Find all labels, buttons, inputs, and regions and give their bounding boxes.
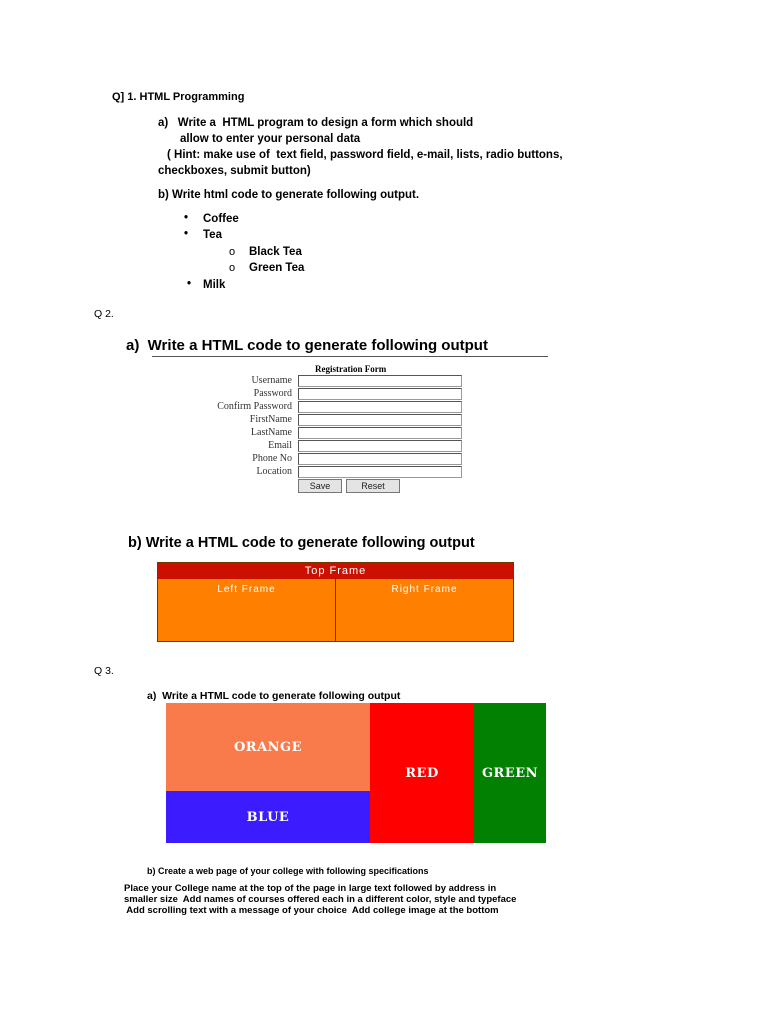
phone-label: Phone No (252, 453, 292, 464)
password-input[interactable] (298, 388, 462, 400)
q1-a-line2: allow to enter your personal data (180, 133, 361, 145)
email-input[interactable] (298, 440, 462, 452)
spec-line-1: Place your College name at the top of the page in large text followed by address in (124, 883, 497, 894)
lastname-label: LastName (250, 427, 292, 438)
list-item-milk: Milk (203, 279, 226, 291)
q2-b-heading: b) Write a HTML code to generate following output (128, 535, 475, 551)
location-input[interactable] (298, 466, 462, 478)
bullet: • (187, 278, 192, 290)
save-button[interactable]: Save (298, 479, 342, 493)
spec-line-3: Add scrolling text with a message of your choice Add college image at the bottom (124, 905, 499, 916)
form-buttons (150, 479, 470, 492)
sub-bullet: o (229, 262, 236, 274)
reset-button[interactable]: Reset (346, 479, 400, 493)
firstname-label: FirstName (249, 414, 292, 425)
form-row-confirm-password (150, 401, 470, 414)
username-label: Username (251, 375, 292, 386)
form-row-username (150, 375, 470, 388)
top-frame: Top Frame (158, 563, 513, 579)
list-item-coffee: Coffee (203, 213, 239, 225)
list-item-black-tea: Black Tea (249, 246, 302, 258)
spec-line-2: smaller size Add names of courses offered each in a different color, style and typeface (124, 894, 517, 905)
list-item-green-tea: Green Tea (249, 262, 305, 274)
q1-a-line3: ( Hint: make use of text field, password field, e-mail, lists, radio buttons, (167, 149, 563, 161)
q1-b-line: b) Write html code to generate following output. (158, 189, 420, 201)
password-label: Password (253, 388, 292, 399)
form-row-email (150, 440, 470, 453)
orange-block (166, 703, 370, 791)
red-label: RED (405, 765, 439, 781)
green-label: GREEN (481, 765, 539, 781)
email-label: Email (268, 440, 292, 451)
q1-a-line4: checkboxes, submit button) (158, 165, 311, 177)
phone-input[interactable] (298, 453, 462, 465)
blue-label: BLUE (246, 809, 290, 825)
location-label: Location (256, 466, 292, 477)
orange-label: ORANGE (233, 739, 303, 755)
left-frame: Left Frame (158, 579, 336, 641)
registration-form-title: Registration Form (315, 364, 387, 374)
sub-bullet: o (229, 246, 236, 258)
form-row-password (150, 388, 470, 401)
bullet: • (184, 228, 189, 240)
frameset-diagram (157, 562, 514, 642)
form-row-location (150, 466, 470, 479)
q3-a-heading: a) Write a HTML code to generate following output (147, 690, 401, 702)
q1-heading: Q] 1. HTML Programming (112, 91, 245, 103)
q2-a-heading: a) Write a HTML code to generate following output (126, 337, 488, 354)
red-block (370, 703, 474, 843)
form-row-lastname (150, 427, 470, 440)
confirm-password-input[interactable] (298, 401, 462, 413)
form-row-phone (150, 453, 470, 466)
q3-label: Q 3. (94, 665, 114, 677)
bullet: • (184, 212, 189, 224)
green-block (474, 703, 546, 843)
q3-b-heading: b) Create a web page of your college with following specifications (147, 866, 429, 876)
confirm-password-label: Confirm Password (217, 401, 292, 412)
form-row-firstname (150, 414, 470, 427)
q2-label: Q 2. (94, 308, 114, 320)
q1-a-line1: a) Write a HTML program to design a form which should (158, 117, 474, 129)
right-frame: Right Frame (336, 579, 513, 641)
heading-underline (152, 356, 548, 357)
firstname-input[interactable] (298, 414, 462, 426)
list-item-tea: Tea (203, 229, 222, 241)
blue-block (166, 791, 370, 843)
username-input[interactable] (298, 375, 462, 387)
lastname-input[interactable] (298, 427, 462, 439)
